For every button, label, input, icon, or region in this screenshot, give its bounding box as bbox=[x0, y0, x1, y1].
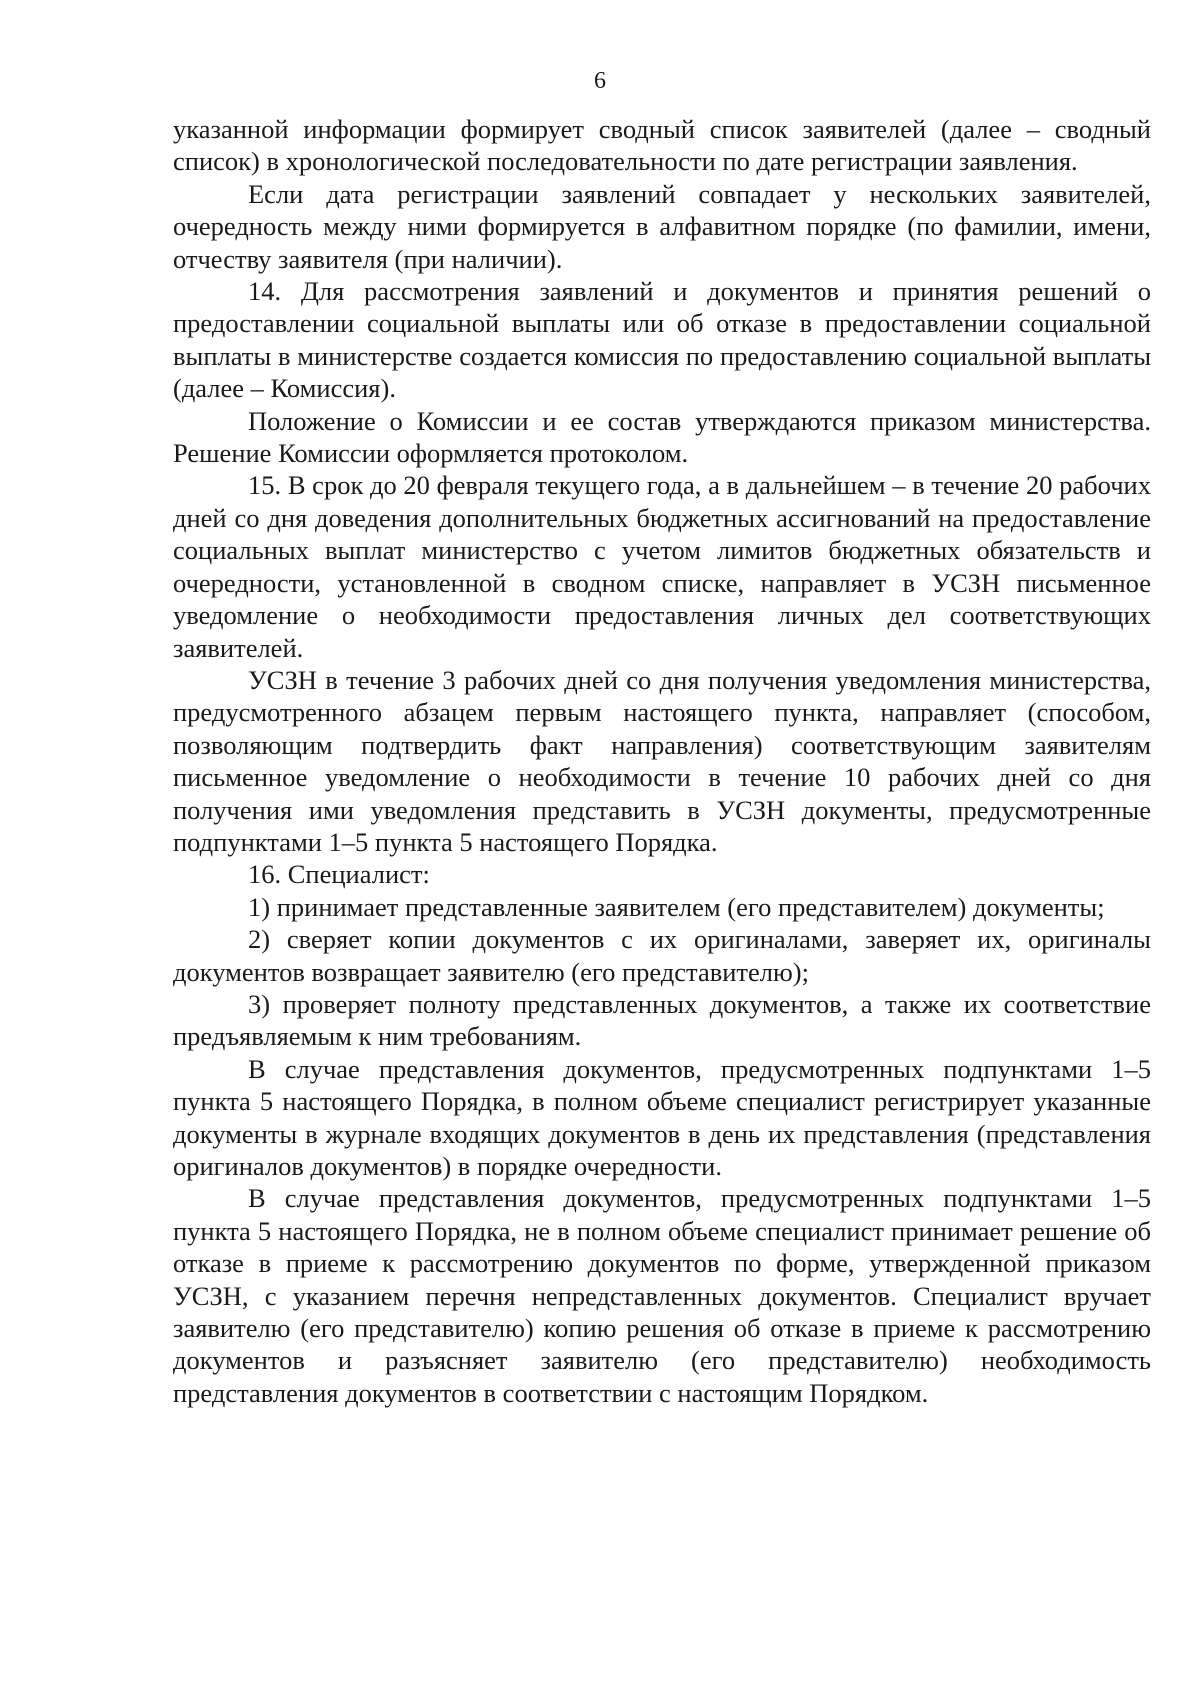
paragraph-6: УСЗН в течение 3 рабочих дней со дня получения уведомления министерства, предусмотренного абзацем первым настоящего пункта, направляет (способом, позволяющим подтвердить факт направления) соответствующим заявителям письменное уведомление о необходимости в течение 10 рабочих дней со дня получения ими уведомления представить в УСЗН документы, предусмотренные подпунктами 1–5 пункта 5 настоящего Порядка. bbox=[173, 664, 1151, 857]
paragraph-7: 16. Специалист: bbox=[248, 859, 430, 890]
document-body bbox=[173, 113, 1151, 1409]
paragraph-3: 14. Для рассмотрения заявлений и документов и принятия решений о предоставлении социальной выплаты или об отказе в предоставлении социальной выплаты в министерстве создается комиссия по предоставлению социальной выплаты (далее – Комиссия). bbox=[173, 276, 1151, 404]
paragraph-4: Положение о Комиссии и ее состав утверждаются приказом министерства. Решение Комиссии оформляется протоколом. bbox=[173, 405, 1151, 469]
paragraph-10: 3) проверяет полноту представленных документов, а также их соответствие предъявляемым к ним требованиям. bbox=[173, 988, 1151, 1052]
paragraph-11: В случае представления документов, предусмотренных подпунктами 1–5 пункта 5 настоящего Порядка, в полном объеме специалист регистрирует указанные документы в журнале входящих документов в день их представления (представления оригиналов документов) в порядке очередности. bbox=[173, 1053, 1151, 1181]
page-number: 6 bbox=[594, 68, 606, 94]
paragraph-9: 2) сверяет копии документов с их оригиналами, заверяет их, оригиналы документов возвращает заявителю (его представителю); bbox=[173, 924, 1151, 987]
paragraph-1: указанной информации формирует сводный список заявителей (далее – сводный список) в хронологической последовательности по дате регистрации заявления. bbox=[173, 114, 1151, 177]
paragraph-12: В случае представления документов, предусмотренных подпунктами 1–5 пункта 5 настоящего Порядка, не в полном объеме специалист принимает решение об отказе в приеме к рассмотрению документов по форме, утвержденной приказом УСЗН, с указанием перечня непредставленных документов. Специалист вручает заявителю (его представителю) копию решения об отказе в приеме к рассмотрению документов и разъясняет заявителю (его представителю) необходимость представления документов в соответствии с настоящим Порядком. bbox=[173, 1183, 1151, 1408]
paragraph-8: 1) принимает представленные заявителем (его представителем) документы; bbox=[248, 891, 1105, 922]
paragraph-5: 15. В срок до 20 февраля текущего года, а в дальнейшем – в течение 20 рабочих дней со дня доведения дополнительных бюджетных ассигнований на предоставление социальных выплат министерство с учетом лимитов бюджетных обязательств и очередности, установленной в сводном списке, направляет в УСЗН письменное уведомление о необходимости предоставления личных дел соответствующих заявителей. bbox=[173, 470, 1151, 663]
paragraph-2: Если дата регистрации заявлений совпадает у нескольких заявителей, очередность между ними формируется в алфавитном порядке (по фамилии, имени, отчеству заявителя (при наличии). bbox=[173, 178, 1151, 274]
